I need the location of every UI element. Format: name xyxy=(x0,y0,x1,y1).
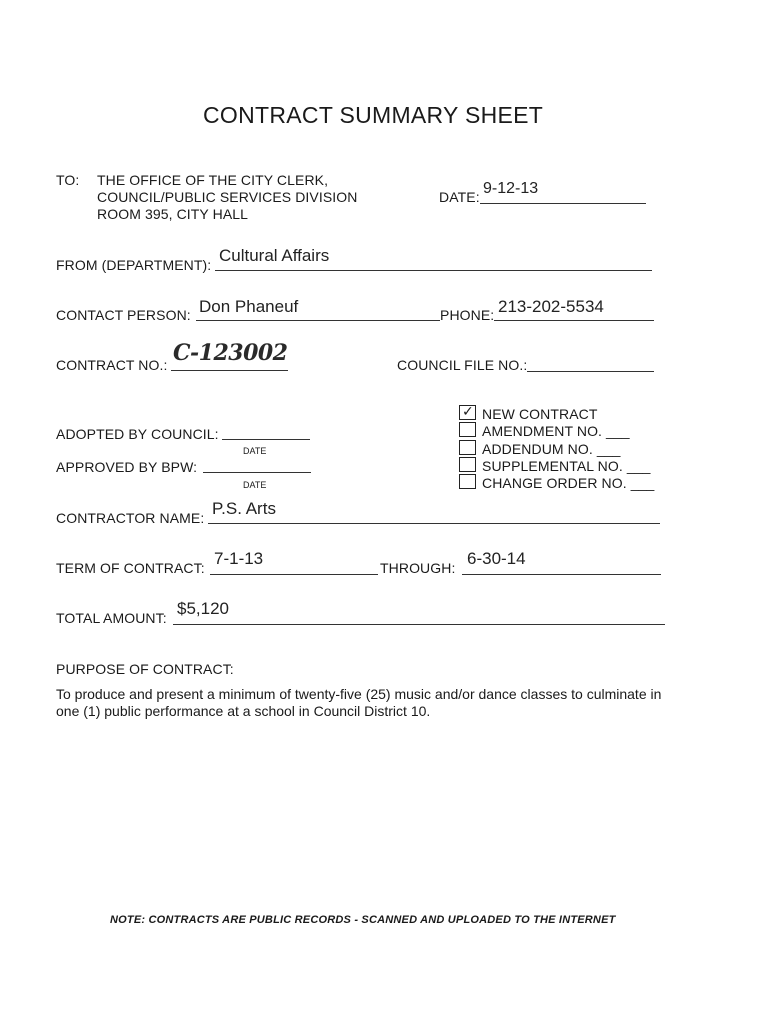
purpose-text: To produce and present a minimum of twenty-five (25) music and/or dance classes to culminate in one (1) public performance at a school in Council District 10. xyxy=(56,686,662,719)
phone-label: PHONE: xyxy=(440,307,495,323)
approved-date-caption: DATE xyxy=(243,480,267,490)
supplemental-label: SUPPLEMENTAL NO. ___ xyxy=(482,458,651,474)
amendment-label: AMENDMENT NO. ___ xyxy=(482,423,630,439)
page-title: CONTRACT SUMMARY SHEET xyxy=(203,102,544,128)
change-order-label: CHANGE ORDER NO. ___ xyxy=(482,475,655,491)
term-end-underline xyxy=(462,574,661,575)
purpose-label: PURPOSE OF CONTRACT: xyxy=(56,661,234,677)
to-label: TO: xyxy=(56,172,80,188)
council-file-underline xyxy=(527,371,654,372)
date-value[interactable]: 9-12-13 xyxy=(483,180,539,197)
total-amount-underline xyxy=(173,624,665,625)
term-start-underline xyxy=(210,574,378,575)
check-mark-icon: ✓ xyxy=(462,403,474,419)
new-contract-label: NEW CONTRACT xyxy=(482,406,598,422)
addendum-label: ADDENDUM NO. ___ xyxy=(482,441,621,457)
date-underline xyxy=(480,203,646,204)
from-label: FROM (DEPARTMENT): xyxy=(56,257,212,273)
amendment-checkbox[interactable] xyxy=(459,422,476,437)
to-line-2: COUNCIL/PUBLIC SERVICES DIVISION xyxy=(97,189,358,205)
contact-person-underline xyxy=(196,320,440,321)
approved-label: APPROVED BY BPW: xyxy=(56,459,198,475)
adopted-label: ADOPTED BY COUNCIL: xyxy=(56,426,219,442)
contractor-underline xyxy=(208,523,660,524)
from-underline xyxy=(215,270,652,271)
to-line-1: THE OFFICE OF THE CITY CLERK, xyxy=(97,172,329,188)
term-end-value[interactable]: 6-30-14 xyxy=(467,549,526,568)
date-label: DATE: xyxy=(439,189,480,205)
term-label: TERM OF CONTRACT: xyxy=(56,560,205,576)
contract-no-value[interactable]: C-123002 xyxy=(173,340,288,366)
council-file-label: COUNCIL FILE NO.: xyxy=(397,357,528,373)
new-contract-checkbox[interactable] xyxy=(459,405,476,420)
approved-underline[interactable] xyxy=(203,472,311,473)
contractor-label: CONTRACTOR NAME: xyxy=(56,510,205,526)
contract-no-underline xyxy=(171,370,288,371)
addendum-checkbox[interactable] xyxy=(459,440,476,455)
change-order-checkbox[interactable] xyxy=(459,474,476,489)
to-line-3: ROOM 395, CITY HALL xyxy=(97,206,249,222)
from-value[interactable]: Cultural Affairs xyxy=(219,246,330,265)
contractor-value[interactable]: P.S. Arts xyxy=(212,499,276,518)
contact-person-value[interactable]: Don Phaneuf xyxy=(199,297,299,316)
phone-value[interactable]: 213-202-5534 xyxy=(498,297,604,316)
supplemental-checkbox[interactable] xyxy=(459,457,476,472)
phone-underline xyxy=(494,320,654,321)
through-label: THROUGH: xyxy=(380,560,456,576)
adopted-date-caption: DATE xyxy=(243,446,267,456)
public-records-note: NOTE: CONTRACTS ARE PUBLIC RECORDS - SCANNED AND UPLOADED TO THE INTERNET xyxy=(110,914,616,926)
contact-person-label: CONTACT PERSON: xyxy=(56,307,191,323)
total-amount-label: TOTAL AMOUNT: xyxy=(56,610,167,626)
adopted-underline[interactable] xyxy=(222,439,310,440)
total-amount-value[interactable]: $5,120 xyxy=(177,599,229,618)
term-start-value[interactable]: 7-1-13 xyxy=(214,549,264,568)
contract-no-label: CONTRACT NO.: xyxy=(56,357,168,373)
